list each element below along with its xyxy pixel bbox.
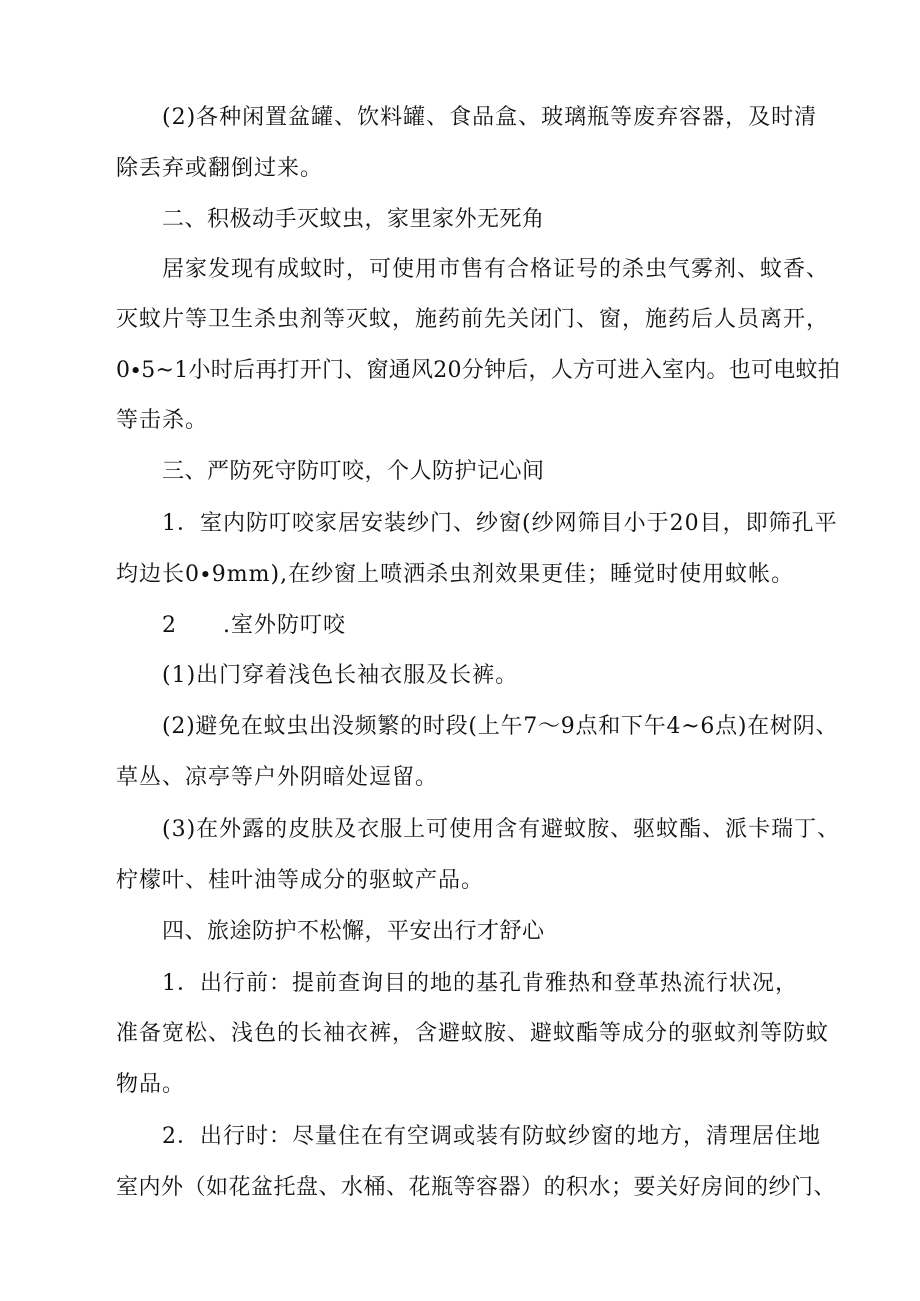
paragraph-line-7: 1．室内防叮咬家居安装纱门、纱窗(纱网筛目小于20目，即筛孔平	[162, 511, 838, 536]
paragraph-line-17: 2．出行时：尽量住在有空调或装有防蚊纱窗的地方，清理居住地	[162, 1124, 821, 1149]
paragraph-line-11: 草丛、凉亭等户外阴暗处逗留。	[116, 765, 439, 790]
section-heading-4: 四、旅途防护不松懈，平安出行才舒心	[162, 919, 545, 944]
sub-heading-outdoor: 2 .室外防叮咬	[162, 613, 346, 638]
paragraph-line-8: 均边长0∙9mm),在纱窗上喷洒杀虫剂效果更佳；睡觉时使用蚊帐。	[116, 562, 795, 587]
paragraph-line-2: 除丢弃或翻倒过来。	[116, 156, 324, 181]
paragraph-line-18: 室内外（如花盆托盘、水桶、花瓶等容器）的积水；要关好房间的纱门、	[116, 1175, 837, 1200]
paragraph-line-3: 居家发现有成蚊时，可使用市售有合格证号的杀虫气雾剂、蚊香、	[162, 257, 830, 282]
paragraph-line-12: (3)在外露的皮肤及衣服上可使用含有避蚊胺、驱蚊酯、派卡瑞丁、	[162, 817, 841, 842]
section-heading-2: 二、积极动手灭蚊虫，家里家外无死角	[162, 207, 545, 232]
paragraph-line-16: 物品。	[116, 1072, 186, 1097]
section-heading-3: 三、严防死守防叮咬，个人防护记心间	[162, 459, 545, 484]
paragraph-line-4: 灭蚊片等卫生杀虫剂等灭蚊，施药前先关闭门、窗，施药后人员离开，	[116, 307, 830, 332]
paragraph-line-6: 等击杀。	[116, 408, 209, 433]
paragraph-line-5: 0∙5~1小时后再打开门、窗通风20分钟后，人方可进入室内。也可电蚊拍	[116, 358, 840, 383]
paragraph-line-9: (1)出门穿着浅色长袖衣服及长裤。	[162, 663, 519, 688]
paragraph-line-1: (2)各种闲置盆罐、饮料罐、食品盒、玻璃瓶等废弃容器，及时清	[162, 105, 818, 130]
paragraph-line-14: 1．出行前：提前查询目的地的基孔肯雅热和登革热流行状况，	[162, 971, 798, 996]
paragraph-line-13: 柠檬叶、桂叶油等成分的驱蚊产品。	[116, 868, 485, 893]
paragraph-line-15: 准备宽松、浅色的长袖衣裤，含避蚊胺、避蚊酯等成分的驱蚊剂等防蚊	[116, 1021, 830, 1046]
paragraph-line-10: (2)避免在蚊虫出没频繁的时段(上午7～9点和下午4~6点)在树阴、	[162, 714, 839, 739]
